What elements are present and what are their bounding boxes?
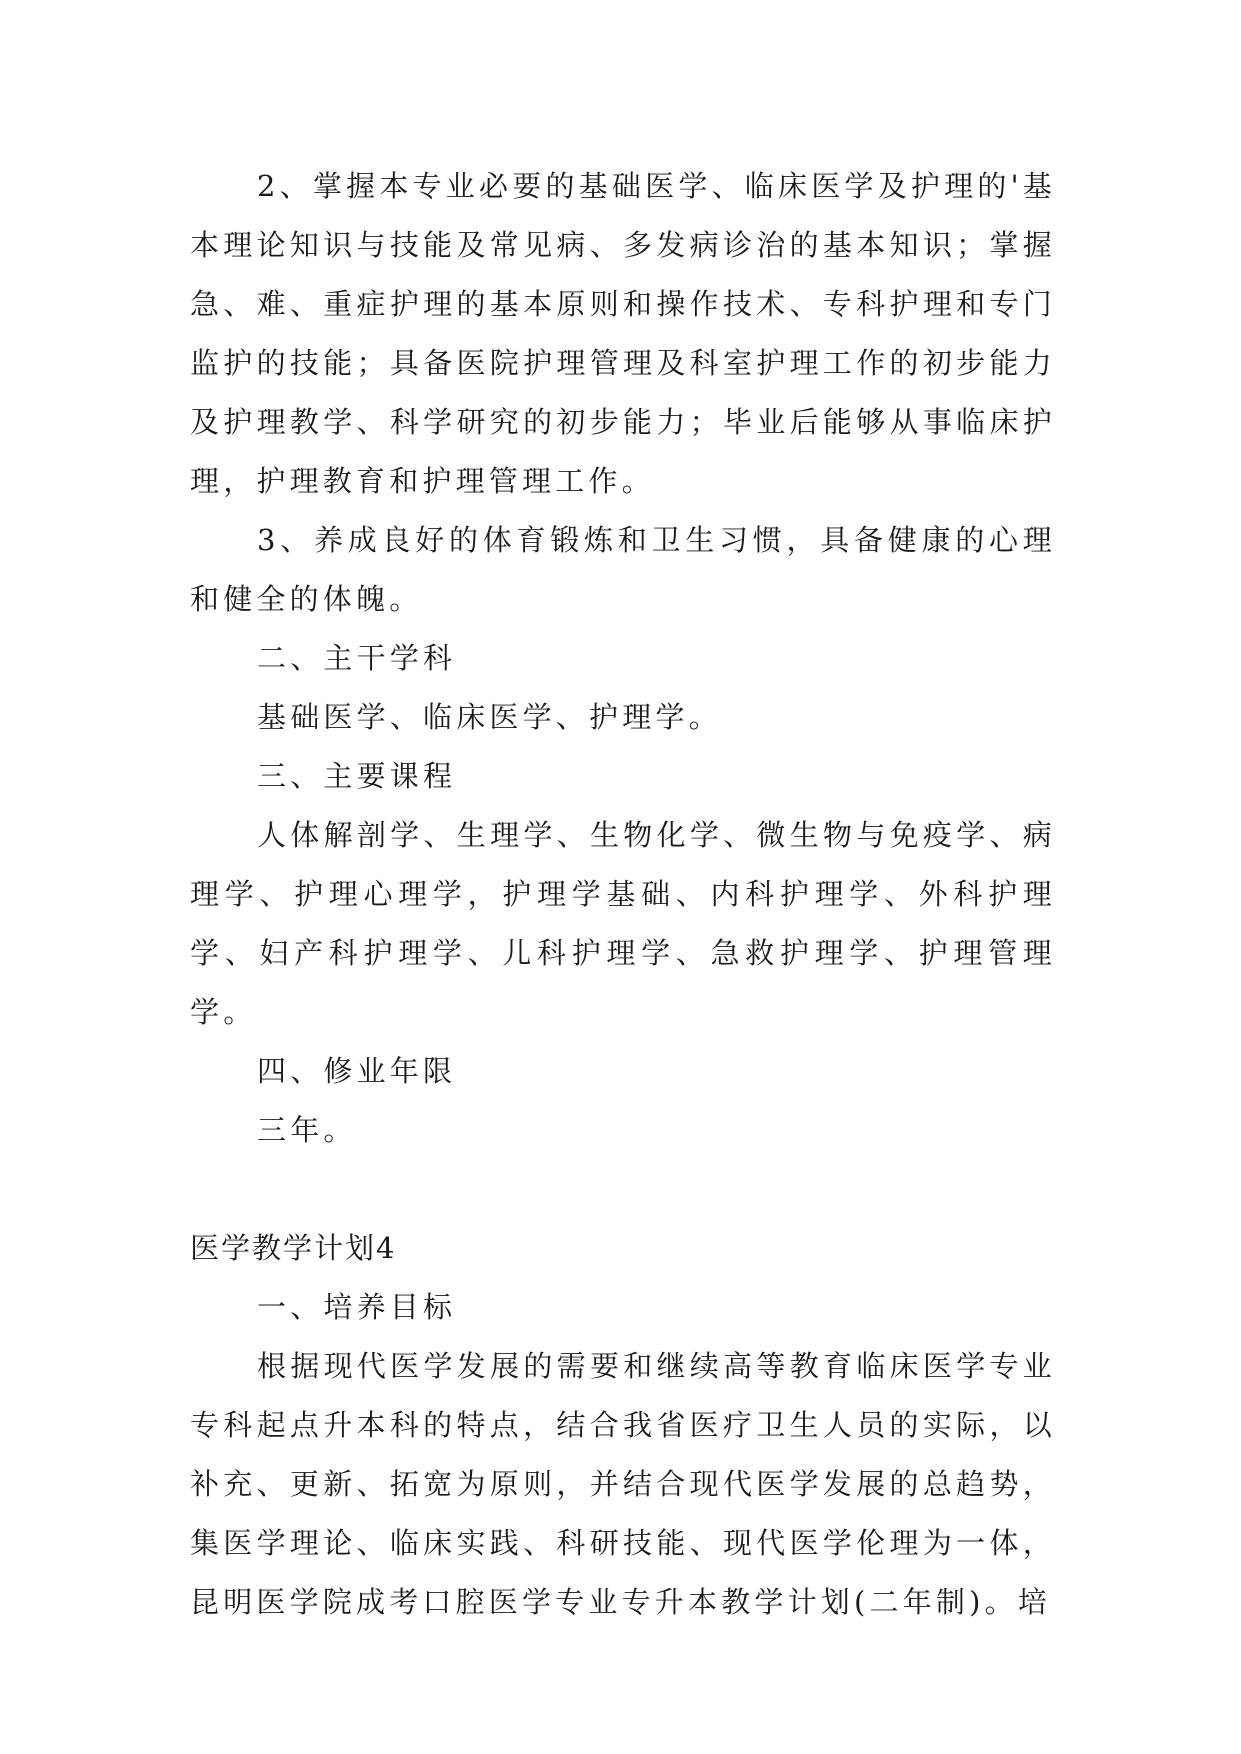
heading-training-goal: 一、培养目标	[257, 1290, 457, 1324]
document-body	[190, 157, 1056, 1632]
paragraph-training-goal: 根据现代医学发展的需要和继续高等教育临床医学专业专科起点升本科的特点，结合我省医疗卫生人员的实际，以补充、更新、拓宽为原则，并结合现代医学发展的总趋势，集医学理论、临床实践、科研技能、现代医学伦理为一体，昆明医学院成考口腔医学专业专升本教学计划(二年制)。培	[190, 1349, 1056, 1619]
heading-study-duration: 四、修业年限	[257, 1054, 457, 1088]
heading-main-courses: 三、主要课程	[257, 759, 457, 793]
paragraph-main-disciplines: 基础医学、临床医学、护理学。	[257, 700, 722, 734]
paragraph-objective-2: 2、掌握本专业必要的基础医学、临床医学及护理的'基本理论知识与技能及常见病、多发病诊治的基本知识；掌握急、难、重症护理的基本原则和操作技术、专科护理和专门监护的技能；具备医院护理管理及科室护理工作的初步能力及护理教学、科学研究的初步能力；毕业后能够从事临床护理，护理教育和护理管理工作。	[190, 169, 1056, 498]
paragraph-study-duration: 三年。	[257, 1113, 357, 1147]
heading-main-disciplines: 二、主干学科	[257, 641, 457, 675]
paragraph-objective-3: 3、养成良好的体育锻炼和卫生习惯，具备健康的心理和健全的体魄。	[190, 523, 1056, 616]
section-spacer	[190, 1160, 1056, 1219]
paragraph-main-courses: 人体解剖学、生理学、生物化学、微生物与免疫学、病理学、护理心理学，护理学基础、内科护理学、外科护理学、妇产科护理学、儿科护理学、急救护理学、护理管理学。	[190, 818, 1056, 1029]
section-title: 医学教学计划4	[190, 1231, 397, 1265]
